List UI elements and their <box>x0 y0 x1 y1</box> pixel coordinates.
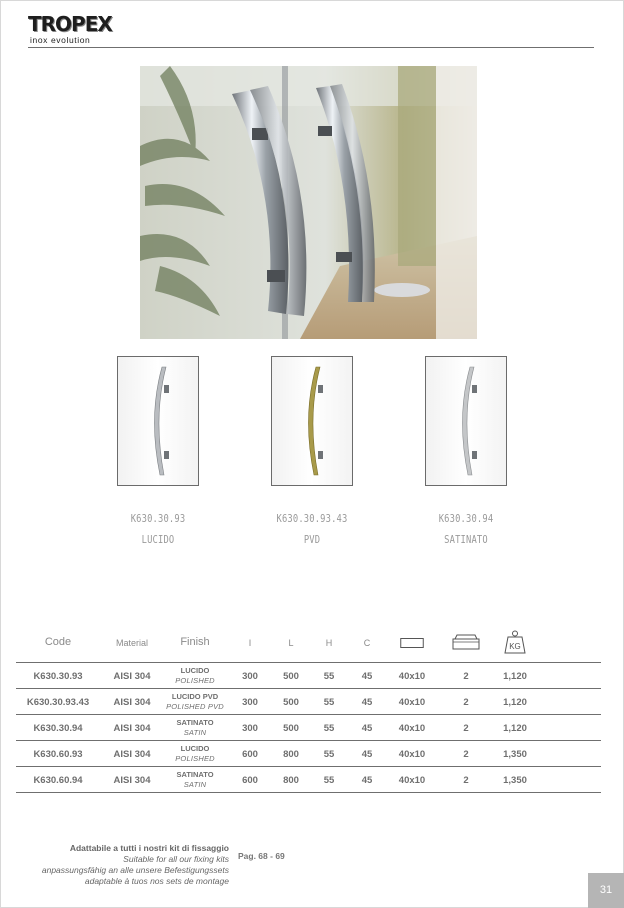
cell-i: 300 <box>242 697 258 708</box>
cell-h: 55 <box>323 671 335 682</box>
brand-name: TROPEX <box>28 12 112 36</box>
handle-icon <box>272 357 352 485</box>
cell-material: AISI 304 <box>113 671 151 682</box>
cell-section: 40x10 <box>398 749 426 760</box>
variant-code: K630.30.93.43 <box>276 512 348 525</box>
cell-code: K630.60.93 <box>33 749 83 760</box>
variant-card-pvd <box>271 356 353 546</box>
cell-qty: 2 <box>463 697 469 708</box>
col-h: H <box>325 638 333 648</box>
table-row <box>16 714 601 740</box>
cell-c: 45 <box>361 749 373 760</box>
cell-qty: 2 <box>463 723 469 734</box>
variant-card-lucido <box>117 356 199 546</box>
cell-material: AISI 304 <box>113 697 151 708</box>
cell-qty: 2 <box>463 671 469 682</box>
weight-kg-icon <box>504 630 526 659</box>
hero-illustration <box>140 66 477 339</box>
cell-section: 40x10 <box>398 697 426 708</box>
finish-en: SATIN <box>183 728 207 737</box>
col-code: Code <box>44 636 72 648</box>
brand-logo <box>28 12 138 46</box>
table-row <box>16 688 601 714</box>
cell-c: 45 <box>361 671 373 682</box>
fixing-kit-note <box>20 843 229 887</box>
cell-code: K630.60.94 <box>33 775 83 786</box>
variant-card-satinato <box>425 356 507 546</box>
section-rectangle-icon <box>400 636 424 654</box>
variant-finish: LUCIDO <box>141 533 175 546</box>
table-row <box>16 766 601 793</box>
finish-it: LUCIDO <box>180 744 210 753</box>
col-finish: Finish <box>180 636 210 648</box>
package-box-icon <box>452 634 480 655</box>
finish-en: SATIN <box>183 780 207 789</box>
variant-thumbnail <box>117 356 199 486</box>
cell-code: K630.30.94 <box>33 723 83 734</box>
col-l: L <box>288 638 294 648</box>
cell-h: 55 <box>323 697 335 708</box>
cell-weight: 1,120 <box>503 697 527 708</box>
cell-h: 55 <box>323 723 335 734</box>
finish-en: POLISHED <box>175 676 215 685</box>
table-row <box>16 662 601 688</box>
cell-material: AISI 304 <box>113 749 151 760</box>
page-reference: Pag. 68 - 69 <box>238 851 285 861</box>
variant-thumbnail <box>425 356 507 486</box>
cell-h: 55 <box>323 775 335 786</box>
variant-code: K630.30.94 <box>438 512 494 525</box>
cell-i: 300 <box>242 723 258 734</box>
hero-product-photo <box>140 66 477 339</box>
page-number: 31 <box>588 873 624 908</box>
brand-tagline: inox evolution <box>30 35 91 45</box>
cell-section: 40x10 <box>398 775 426 786</box>
cell-finish <box>166 692 224 712</box>
cell-code: K630.30.93.43 <box>26 697 90 708</box>
variant-code: K630.30.93 <box>130 512 186 525</box>
cell-code: K630.30.93 <box>33 671 83 682</box>
cell-i: 600 <box>242 775 258 786</box>
col-material: Material <box>115 638 149 648</box>
cell-qty: 2 <box>463 749 469 760</box>
cell-material: AISI 304 <box>113 775 151 786</box>
cell-weight: 1,350 <box>503 775 527 786</box>
cell-qty: 2 <box>463 775 469 786</box>
cell-finish <box>175 744 215 764</box>
note-german: anpassungsfähig an alle unsere Befestigungssets <box>41 865 229 875</box>
cell-c: 45 <box>361 697 373 708</box>
cell-i: 600 <box>242 749 258 760</box>
col-i: I <box>248 638 252 648</box>
cell-l: 500 <box>283 671 299 682</box>
note-italian: Adattabile a tutti i nostri kit di fissaggio <box>69 843 229 853</box>
finish-en: POLISHED PVD <box>166 702 224 711</box>
handle-icon <box>426 357 506 485</box>
cell-h: 55 <box>323 749 335 760</box>
cell-material: AISI 304 <box>113 723 151 734</box>
cell-l: 500 <box>283 697 299 708</box>
cell-finish <box>176 770 213 790</box>
finish-it: SATINATO <box>176 770 214 779</box>
finish-it: LUCIDO <box>180 666 210 675</box>
cell-finish <box>175 666 215 686</box>
note-french: adaptable à tuos nos sets de montage <box>84 876 229 886</box>
cell-i: 300 <box>242 671 258 682</box>
table-row <box>16 740 601 766</box>
cell-weight: 1,120 <box>503 671 527 682</box>
variant-finish: PVD <box>303 533 321 546</box>
cell-l: 500 <box>283 723 299 734</box>
variant-finish: SATINATO <box>444 533 488 546</box>
variant-thumbnail <box>271 356 353 486</box>
note-english: Suitable for all our fixing kits <box>123 854 229 864</box>
cell-l: 800 <box>283 749 299 760</box>
cell-section: 40x10 <box>398 723 426 734</box>
specs-table-header <box>16 628 601 660</box>
header-rule <box>28 47 594 48</box>
cell-weight: 1,350 <box>503 749 527 760</box>
cell-weight: 1,120 <box>503 723 527 734</box>
cell-section: 40x10 <box>398 671 426 682</box>
finish-it: SATINATO <box>176 718 214 727</box>
cell-finish <box>176 718 213 738</box>
finish-it: LUCIDO PVD <box>171 692 219 701</box>
finish-en: POLISHED <box>175 754 215 763</box>
cell-c: 45 <box>361 775 373 786</box>
col-c: C <box>363 638 371 648</box>
weight-icon-label: KG <box>509 642 521 651</box>
cell-c: 45 <box>361 723 373 734</box>
handle-icon <box>118 357 198 485</box>
cell-l: 800 <box>283 775 299 786</box>
